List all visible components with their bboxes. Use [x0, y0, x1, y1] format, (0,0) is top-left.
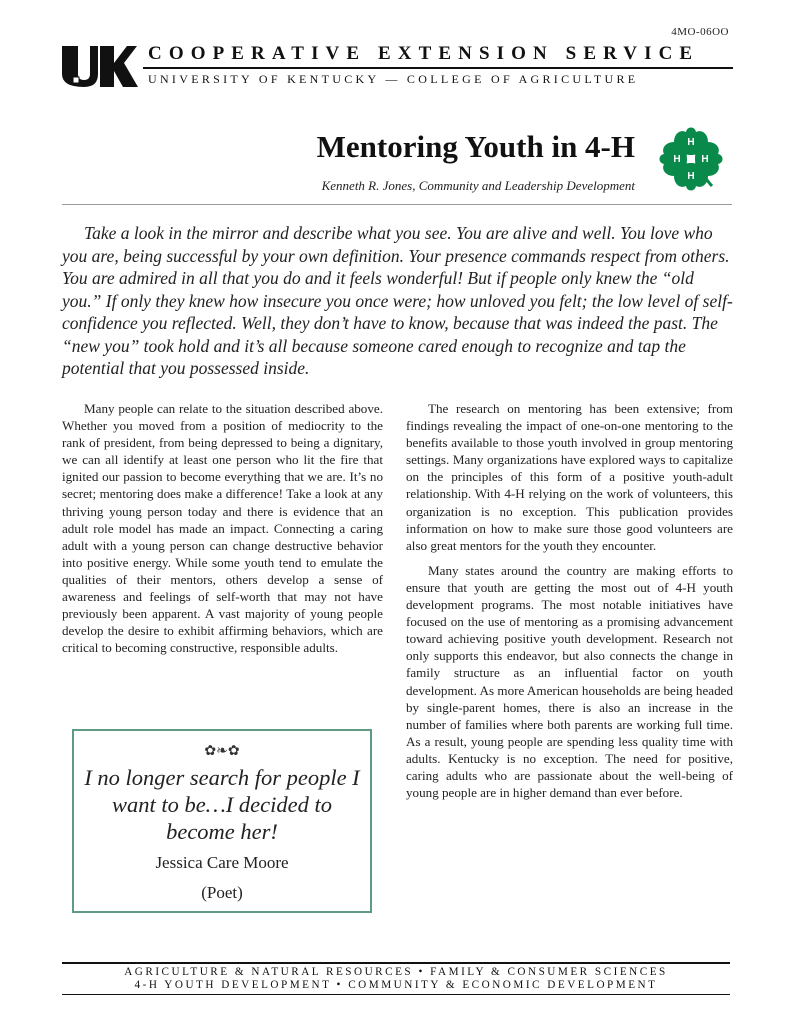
footer-programs-line-1: AGRICULTURE & NATURAL RESOURCES • FAMILY & CONSUMER SCIENCES — [124, 966, 668, 978]
org-subtitle: UNIVERSITY OF KENTUCKY — COLLEGE OF AGRICULTURE — [148, 72, 639, 86]
footer-divider-bottom — [62, 994, 730, 995]
header-divider — [62, 204, 732, 205]
footer-divider-top — [62, 962, 730, 964]
footer-programs-line-2: 4-H YOUTH DEVELOPMENT • COMMUNITY & ECONOMIC DEVELOPMENT — [134, 979, 658, 991]
svg-text:H: H — [673, 154, 681, 165]
document-code: 4MO-06OO — [671, 26, 729, 38]
org-title: COOPERATIVE EXTENSION SERVICE — [148, 43, 700, 64]
pull-quote-author: Jessica Care Moore — [155, 853, 289, 872]
svg-text:H: H — [687, 137, 695, 148]
uk-logo — [60, 44, 138, 88]
intro-paragraph: Take a look in the mirror and describe what you see. You are alive and well. You love who you are, being successful by your own definition. Your presence commands respect from others. You are admired in all that you do and it feels wonderful! But if people only knew the “old you.” If only they knew how insecure you once were; how unloved you felt; the low level of self-confidence you reflected. Well, they don’t have to know, because that was indeed the past. The “new you” took hold and it’s all because someone cared enough to recognize and tap the potential that you possessed inside. — [62, 223, 733, 378]
ornament-icon: ✿❧✿ — [204, 744, 240, 759]
body-paragraph: Many states around the country are making efforts to ensure that youth are getting the most out of 4-H youth development programs. The most notable initiatives have focused on the use of mentoring as a promising advancement toward achieving positive youth development. Research not only supports this endeavor, but also connects the change in family structure as an influential factor on youth development. As more American households are being headed by single-parent homes, there is also an increase in the number of families where both parents are working full time. As a result, young people are spending less quality time with adults. Kentucky is no exception. The need for positive, caring adults who are passionate about the well-being of young people are in higher demand than ever before. — [406, 562, 733, 801]
page-title: Mentoring Youth in 4-H — [316, 129, 635, 164]
svg-text:H: H — [687, 171, 695, 182]
body-paragraph: The research on mentoring has been extensive; from findings revealing the impact of one-on-one mentoring to the benefits available to those youth involved in group mentoring settings. Many organizations have explored ways to capitalize on the principles of this form of a positive youth-adult relationship. With 4-H relying on the work of volunteers, this organization is no exception. This publication provides information on how to make sure those good volunteers are also great mentors for the youth they encounter. — [406, 401, 733, 553]
four-h-clover-icon — [652, 120, 730, 198]
pull-quote-box — [72, 729, 372, 913]
right-column — [406, 400, 733, 809]
org-title-rule — [143, 67, 733, 69]
author-line: Kenneth R. Jones, Community and Leadership Development — [321, 178, 635, 193]
pull-quote-text: I no longer search for people I want to be…I decided to become her! — [84, 765, 360, 844]
pull-quote-role: (Poet) — [201, 883, 243, 902]
svg-text:H: H — [701, 154, 709, 165]
left-column — [62, 400, 383, 664]
body-paragraph: Many people can relate to the situation described above. Whether you moved from a position of mediocrity to the rank of president, from being depressed to being a dignitary, we can all identify at least one person who lit the fire that ignited our passion to become everything that we are. It’s no secret; mentoring does make a difference! Take a look at any thriving young person today and there is evidence that an adult role model has made an impact. Connecting a caring adult with a young person can change destructive behavior into positive energy. While some youth tend to emulate the qualities of their mentors, others develop a sense of awareness and feelings of self-worth that may not have previously been apparent. A vast majority of young people develop the desire to exhibit affirming behaviors, which are critical to becoming constructive, responsible adults. — [62, 401, 383, 656]
